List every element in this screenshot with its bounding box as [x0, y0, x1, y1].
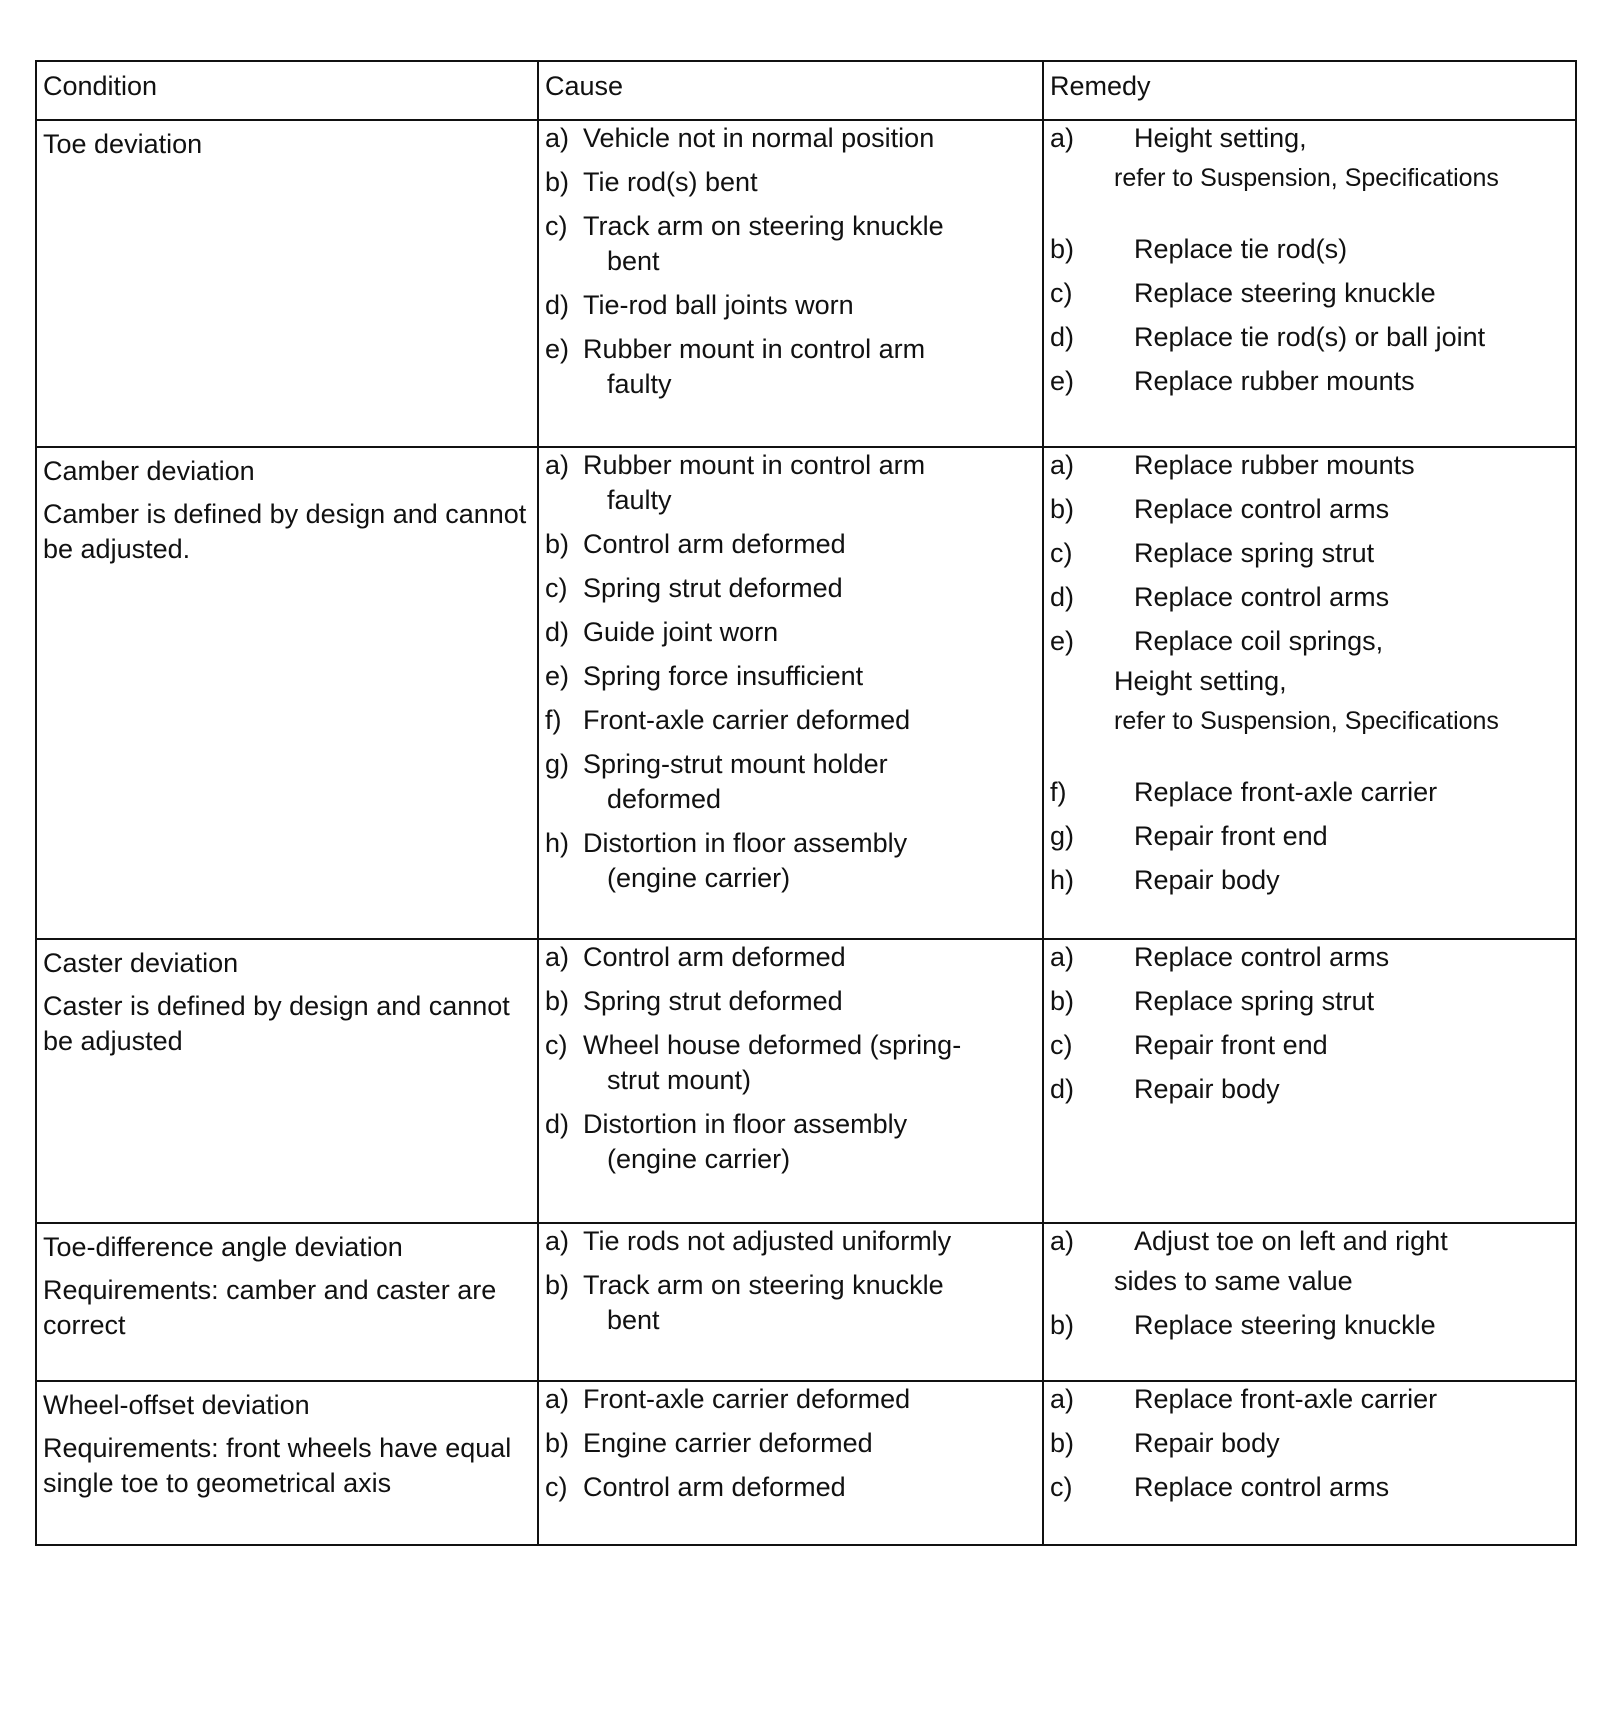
- remedy-item: a) Adjust toe on left and right sides to same value: [1050, 1226, 1448, 1296]
- remedy-cell: [1043, 120, 1576, 447]
- cause-item: f) Front-axle carrier deformed: [545, 705, 911, 735]
- remedy-cell: [1043, 447, 1576, 939]
- cause-item: a) Control arm deformed: [545, 942, 846, 972]
- condition-title: Camber deviation: [43, 456, 255, 486]
- remedy-item: g) Repair front end: [1050, 821, 1328, 851]
- cause-list: [545, 940, 1036, 1177]
- table-row: [36, 120, 1576, 447]
- remedy-item: c) Replace steering knuckle: [1050, 278, 1436, 308]
- condition-cell: [36, 1223, 538, 1381]
- cause-cell: [538, 1381, 1043, 1545]
- remedy-list: [1050, 448, 1569, 898]
- table-row: [36, 447, 1576, 939]
- remedy-item: a) Replace rubber mounts: [1050, 450, 1415, 480]
- remedy-item: b) Replace control arms: [1050, 494, 1390, 524]
- condition-cell: [36, 1381, 538, 1545]
- condition-note: Requirements: camber and caster are correct: [43, 1275, 497, 1340]
- cause-item: c) Spring strut deformed: [545, 573, 843, 603]
- cause-item: c) Wheel house deformed (spring- strut mount): [545, 1030, 962, 1095]
- table-row: [36, 939, 1576, 1223]
- cause-item: a) Vehicle not in normal position: [545, 123, 935, 153]
- remedy-item: a) Height setting, refer to Suspension, Specifications: [1050, 123, 1499, 192]
- condition-title: Toe deviation: [43, 129, 203, 159]
- cause-item: e) Rubber mount in control arm faulty: [545, 334, 926, 399]
- cause-item: c) Track arm on steering knuckle bent: [545, 211, 944, 276]
- remedy-item: b) Replace spring strut: [1050, 986, 1375, 1016]
- condition-title: Wheel-offset deviation: [43, 1390, 310, 1420]
- remedy-list: [1050, 121, 1569, 399]
- cause-item: b) Tie rod(s) bent: [545, 167, 758, 197]
- condition-note: Camber is defined by design and cannot be adjusted.: [43, 499, 527, 564]
- cause-item: b) Control arm deformed: [545, 529, 846, 559]
- remedy-list: [1050, 940, 1569, 1107]
- condition-cell: [36, 447, 538, 939]
- remedy-item: h) Repair body: [1050, 865, 1280, 895]
- remedy-item: b) Replace steering knuckle: [1050, 1310, 1436, 1340]
- cause-cell: [538, 447, 1043, 939]
- condition-cell: [36, 939, 538, 1223]
- remedy-cell: [1043, 939, 1576, 1223]
- condition-cell: [36, 120, 538, 447]
- cause-item: d) Tie-rod ball joints worn: [545, 290, 854, 320]
- cause-cell: [538, 120, 1043, 447]
- remedy-item: d) Replace tie rod(s) or ball joint: [1050, 322, 1486, 352]
- cause-list: [545, 121, 1036, 402]
- condition-note: Requirements: front wheels have equal single toe to geometrical axis: [43, 1433, 512, 1498]
- remedy-item: c) Replace spring strut: [1050, 538, 1375, 568]
- cause-item: b) Track arm on steering knuckle bent: [545, 1270, 944, 1335]
- table-row: [36, 1223, 1576, 1381]
- cause-item: a) Tie rods not adjusted uniformly: [545, 1226, 952, 1256]
- header-cause: Cause: [538, 61, 1043, 120]
- remedy-item: e) Replace coil springs, Height setting, refer to Suspension, Specifications: [1050, 626, 1499, 735]
- remedy-item: d) Replace control arms: [1050, 582, 1390, 612]
- cause-item: c) Control arm deformed: [545, 1472, 846, 1502]
- remedy-item: c) Repair front end: [1050, 1030, 1328, 1060]
- cause-cell: [538, 1223, 1043, 1381]
- cause-item: b) Engine carrier deformed: [545, 1428, 873, 1458]
- cause-item: b) Spring strut deformed: [545, 986, 843, 1016]
- remedy-item: f) Replace front-axle carrier: [1050, 777, 1438, 807]
- cause-list: [545, 1382, 1036, 1505]
- remedy-item: b) Replace tie rod(s): [1050, 234, 1348, 264]
- remedy-list: [1050, 1224, 1569, 1343]
- cause-cell: [538, 939, 1043, 1223]
- remedy-item: a) Replace front-axle carrier: [1050, 1384, 1438, 1414]
- remedy-item: d) Repair body: [1050, 1074, 1280, 1104]
- cause-list: [545, 448, 1036, 896]
- remedy-item: a) Replace control arms: [1050, 942, 1390, 972]
- cause-item: a) Rubber mount in control arm faulty: [545, 450, 926, 515]
- table-header-row: [36, 61, 1576, 120]
- remedy-item: c) Replace control arms: [1050, 1472, 1390, 1502]
- cause-item: g) Spring-strut mount holder deformed: [545, 749, 888, 814]
- condition-title: Caster deviation: [43, 948, 239, 978]
- remedy-cell: [1043, 1223, 1576, 1381]
- remedy-item: b) Repair body: [1050, 1428, 1280, 1458]
- cause-item: a) Front-axle carrier deformed: [545, 1384, 911, 1414]
- cause-item: d) Distortion in floor assembly (engine carrier): [545, 1109, 908, 1174]
- cause-list: [545, 1224, 1036, 1338]
- remedy-list: [1050, 1382, 1569, 1505]
- table-row: [36, 1381, 1576, 1545]
- remedy-cell: [1043, 1381, 1576, 1545]
- remedy-item: e) Replace rubber mounts: [1050, 366, 1415, 396]
- cause-item: d) Guide joint worn: [545, 617, 779, 647]
- header-remedy: Remedy: [1043, 61, 1576, 120]
- cause-item: h) Distortion in floor assembly (engine carrier): [545, 828, 908, 893]
- condition-note: Caster is defined by design and cannot be adjusted: [43, 991, 510, 1056]
- diagnosis-table: [35, 60, 1577, 1546]
- condition-title: Toe-difference angle deviation: [43, 1232, 403, 1262]
- header-condition: Condition: [36, 61, 538, 120]
- cause-item: e) Spring force insufficient: [545, 661, 864, 691]
